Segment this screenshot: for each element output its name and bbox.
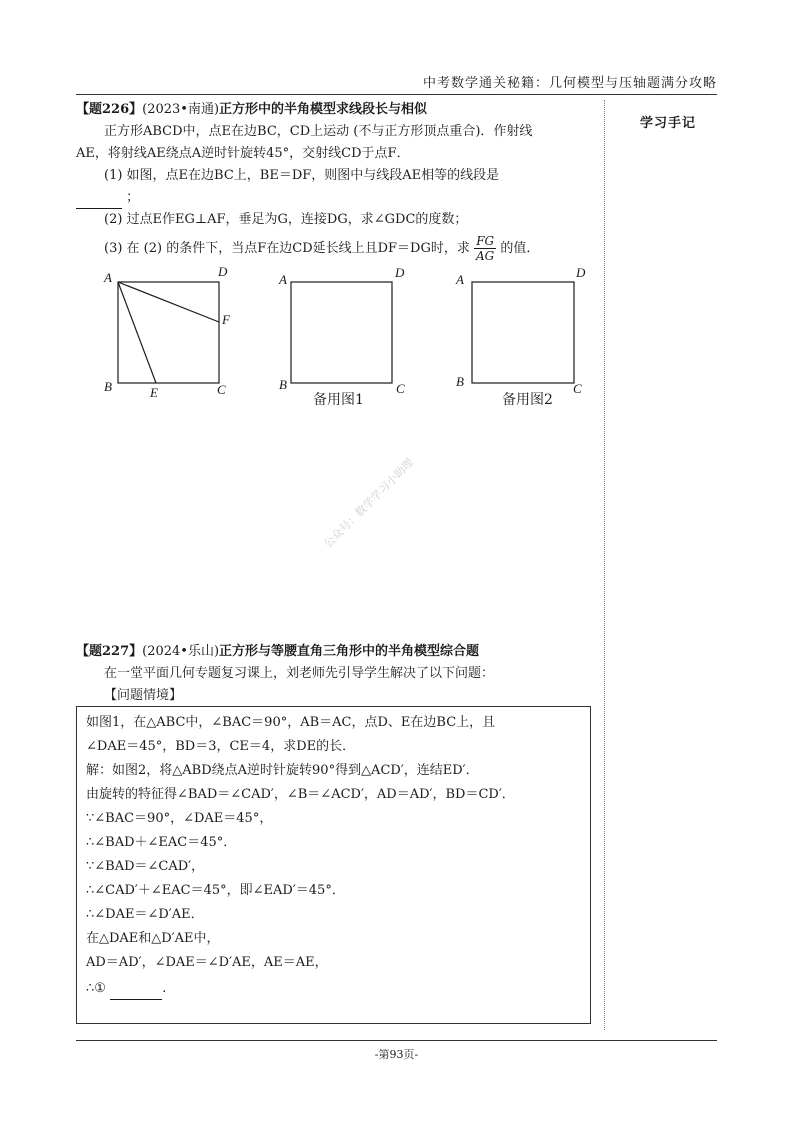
sidebar-divider xyxy=(604,100,605,1030)
spare-2-label-b: B xyxy=(456,374,464,389)
problem-226-intro-2: AE，将射线AE绕点A逆时针旋转45°，交射线CD于点F． xyxy=(76,146,410,161)
figure-main-label-a: A xyxy=(104,270,112,285)
answer-blank-tail: ； xyxy=(126,190,140,205)
figure-main-label-b: B xyxy=(104,379,112,394)
square-spare-2 xyxy=(472,282,574,383)
problem-226-tag: 【题226】 xyxy=(76,102,143,117)
figure-main-label-d: D xyxy=(218,264,228,279)
answer-prefix: ∴① xyxy=(86,981,106,996)
footer-divider xyxy=(76,1040,717,1041)
figure-main-label-c: C xyxy=(217,382,226,397)
answer-tail: . xyxy=(162,981,167,996)
square-abcd xyxy=(118,282,219,383)
figure-main-label-e: E xyxy=(150,385,158,400)
spare-1-label-d: D xyxy=(395,265,405,280)
question-3-text: (3) 在 (2) 的条件下，当点F在边CD延长线上且DF＝DG时，求 xyxy=(104,241,470,256)
box-line-6: ∴∠BAD＋∠EAC＝45°． xyxy=(86,835,237,850)
answer-blank-1[interactable] xyxy=(110,979,162,1000)
figure-main-label-f: F xyxy=(222,312,230,327)
figure-spare-1 xyxy=(280,262,410,392)
answer-blank[interactable] xyxy=(76,188,122,209)
question-3-tail: 的值． xyxy=(500,241,540,256)
problem-227-title: 正方形与等腰直角三角形中的半角模型综合题 xyxy=(219,644,480,659)
box-line-11: AD＝AD′，∠DAE＝∠D′AE，AE＝AE， xyxy=(86,955,328,970)
watermark: 公众号：数学学习小助理 xyxy=(321,455,417,551)
problem-227-tag: 【题227】 xyxy=(76,644,143,659)
fraction-denominator: AG xyxy=(476,249,495,263)
box-line-9: ∴∠DAE＝∠D′AE． xyxy=(86,907,204,922)
spare-1-label-c: C xyxy=(396,381,405,396)
problem-226-question-2: (2) 过点E作EG⊥AF，垂足为G，连接DG，求∠GDC的度数； xyxy=(104,212,468,227)
problem-227-source: (2024•乐山) xyxy=(142,644,220,659)
box-line-10: 在△DAE和△D′AE中， xyxy=(86,931,220,946)
fraction-fg-ag xyxy=(474,234,496,263)
problem-227-heading xyxy=(76,642,479,662)
spare-2-label-a: A xyxy=(456,272,464,287)
spare-1-caption: 备用图1 xyxy=(313,392,364,408)
problem-227-section: 【问题情境】 xyxy=(104,688,183,703)
problem-226-question-1: (1) 如图，点E在边BC上，BE＝DF，则图中与线段AE相等的线段是 xyxy=(104,168,500,183)
box-line-5: ∵∠BAC＝90°，∠DAE＝45°， xyxy=(86,811,273,826)
spare-2-label-c: C xyxy=(573,381,582,396)
box-line-1: 如图1，在△ABC中，∠BAC＝90°，AB＝AC，点D、E在边BC上，且 xyxy=(86,715,496,730)
box-line-7: ∵∠BAD＝∠CAD′， xyxy=(86,859,205,874)
figure-spare-2 xyxy=(462,262,592,392)
header-divider xyxy=(76,94,717,95)
square-spare-1 xyxy=(291,282,392,383)
problem-226-heading xyxy=(76,100,427,120)
problem-226-title: 正方形中的半角模型求线段长与相似 xyxy=(219,102,428,117)
page-number: -第93页- xyxy=(374,1048,419,1061)
spare-1-label-b: B xyxy=(279,377,287,392)
header-title: 中考数学通关秘籍：几何模型与压轴题满分攻略 xyxy=(422,76,717,91)
problem-226-source: (2023•南通) xyxy=(142,102,220,117)
box-line-8: ∴∠CAD′＋∠EAC＝45°，即∠EAD′＝45°． xyxy=(86,883,345,898)
segment-af xyxy=(118,282,219,322)
fraction-numerator: FG xyxy=(474,234,496,249)
spare-1-label-a: A xyxy=(279,272,287,287)
sidebar-title: 学习手记 xyxy=(640,116,697,131)
problem-226-question-1-answer xyxy=(76,188,139,209)
box-line-12 xyxy=(86,979,166,1000)
problem-227-intro: 在一堂平面几何专题复习课上，刘老师先引导学生解决了以下问题： xyxy=(104,666,495,681)
problem-226-intro-1: 正方形ABCD中，点E在边BC，CD上运动 (不与正方形顶点重合)．作射线 xyxy=(104,124,533,139)
spare-2-caption: 备用图2 xyxy=(502,392,553,408)
box-line-3: 解：如图2，将△ABD绕点A逆时针旋转90°得到△ACD′，连结ED′． xyxy=(86,763,479,778)
box-line-4: 由旋转的特征得∠BAD＝∠CAD′，∠B＝∠ACD′，AD＝AD′，BD＝CD′． xyxy=(86,787,515,802)
segment-ae xyxy=(118,282,156,383)
spare-2-label-d: D xyxy=(576,265,586,280)
box-line-2: ∠DAE＝45°，BD＝3，CE＝4，求DE的长． xyxy=(86,739,356,754)
problem-226-question-3 xyxy=(104,234,539,263)
